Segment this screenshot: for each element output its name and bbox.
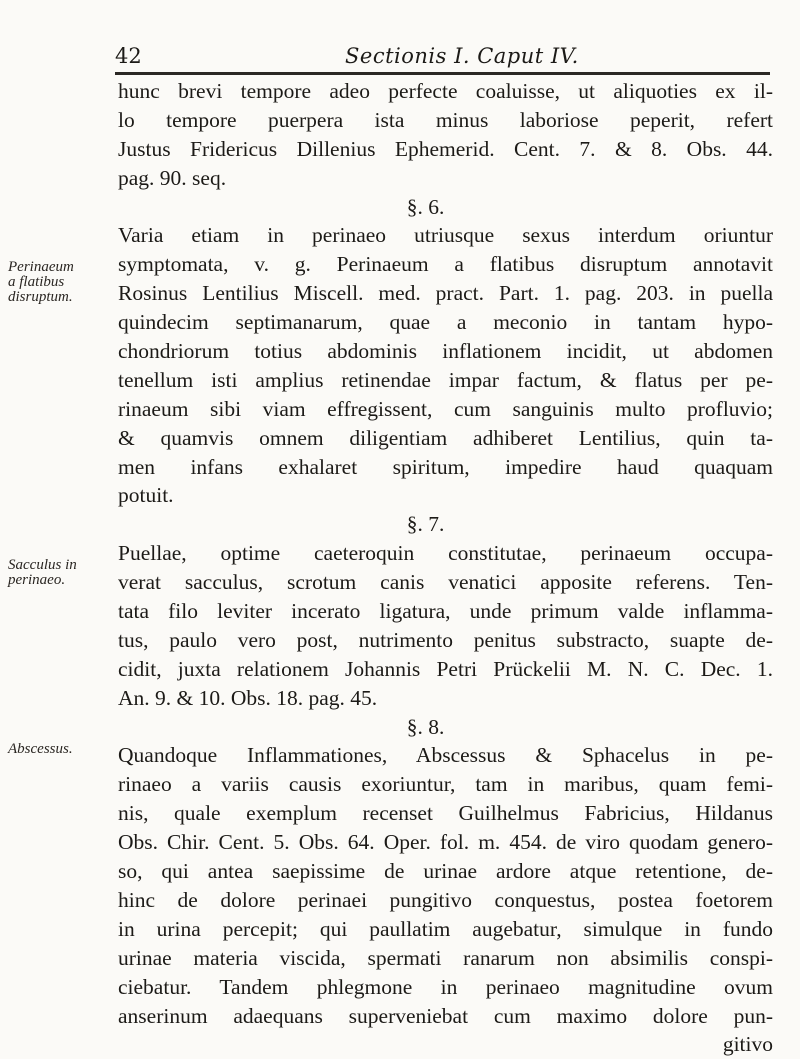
text-line: Rosinus Lentilius Miscell. med. pract. Part. 1. pag. 203. in puella [118, 281, 773, 306]
text-line: lo tempore puerpera ista minus laboriose peperit, refert [118, 107, 773, 132]
margin-note-abscessus [8, 742, 108, 757]
paragraph-number: §. 8. [406, 714, 445, 739]
margin-note-line: Perinaeum [8, 259, 74, 275]
text-line: hinc de dolore perinaei pungitivo conquestus, postea foetorem [118, 887, 773, 912]
text-line: Justus Fridericus Dillenius Ephemerid. Cent. 7. & 8. Obs. 44. [118, 136, 773, 161]
margin-note-sacculus [8, 558, 108, 588]
text-line: potuit. [118, 483, 174, 508]
margin-note-line: disruptum. [8, 289, 73, 305]
paragraph-number: §. 6. [406, 194, 445, 219]
text-line: urinae materia viscida, spermati ranarum non absimilis conspi- [118, 945, 773, 970]
margin-note-perinaeum [8, 260, 108, 305]
margin-note-line: perinaeo. [8, 572, 66, 588]
text-line: nis, quale exemplum recenset Guilhelmus Fabricius, Hildanus [118, 801, 773, 826]
text-line: An. 9. & 10. Obs. 18. pag. 45. [118, 685, 378, 710]
text-line: ciebatur. Tandem phlegmone in perinaeo magnitudine ovum [118, 974, 773, 999]
text-line: pag. 90. seq. [118, 165, 227, 190]
margin-note-line: Abscessus. [8, 741, 73, 757]
header-rule [115, 72, 770, 75]
text-line: tus, paulo vero post, nutrimento penitus substracto, suapte de- [118, 627, 773, 652]
margin-note-line: a flatibus [8, 274, 65, 290]
text-line: tata filo leviter incerato ligatura, unde primum valde inflamma- [118, 599, 773, 624]
running-head: Sectionis I. Caput IV. [345, 44, 579, 68]
text-line: Puellae, optime caeteroquin constitutae, perinaeum occupa- [118, 541, 773, 566]
text-line: Obs. Chir. Cent. 5. Obs. 64. Oper. fol. m. 454. de viro quodam genero- [118, 830, 773, 855]
margin-note-line: Sacculus in [8, 557, 77, 573]
text-line: cidit, juxta relationem Johannis Petri Prückelii M. N. C. Dec. 1. [118, 656, 773, 681]
text-line: verat sacculus, scrotum canis venatici apposite referens. Ten- [118, 570, 773, 595]
page-header [115, 38, 770, 72]
text-line: hunc brevi tempore adeo perfecte coaluisse, ut aliquoties ex il- [118, 79, 773, 103]
paragraph-number: §. 7. [406, 512, 445, 537]
text-line: Quandoque Inflammationes, Abscessus & Sphacelus in pe- [118, 743, 773, 768]
text-line: rinaeo a variis causis exoriuntur, tam in maribus, quam femi- [118, 772, 773, 797]
page-number: 42 [115, 44, 142, 68]
text-line: & quamvis omnem diligentiam adhiberet Lentilius, quin ta- [118, 425, 773, 450]
text-line: symptomata, v. g. Perinaeum a flatibus disruptum annotavit [118, 252, 773, 277]
text-line: quindecim septimanarum, quae a meconio in tantam hypo- [118, 310, 773, 335]
text-line: men infans exhalaret spiritum, impedire haud quaquam [118, 454, 773, 479]
catchword: gitivo [722, 1032, 773, 1057]
text-line: chondriorum totius abdominis inflationem incidit, ut abdomen [118, 339, 773, 364]
text-line: anserinum adaequans superveniebat cum maximo dolore pun- [118, 1003, 773, 1028]
text-line: so, qui antea saepissime de urinae ardore atque retentione, de- [118, 859, 773, 884]
text-line: rinaeum sibi viam effregissent, cum sanguinis multo profluvio; [118, 396, 773, 421]
text-line: Varia etiam in perinaeo utriusque sexus interdum oriuntur [118, 223, 773, 248]
body-text [118, 77, 773, 1059]
text-line: tenellum isti amplius retinendae impar factum, & flatus per pe- [118, 367, 773, 392]
text-line: in urina percepit; qui paullatim augebatur, simulque in fundo [118, 916, 773, 941]
